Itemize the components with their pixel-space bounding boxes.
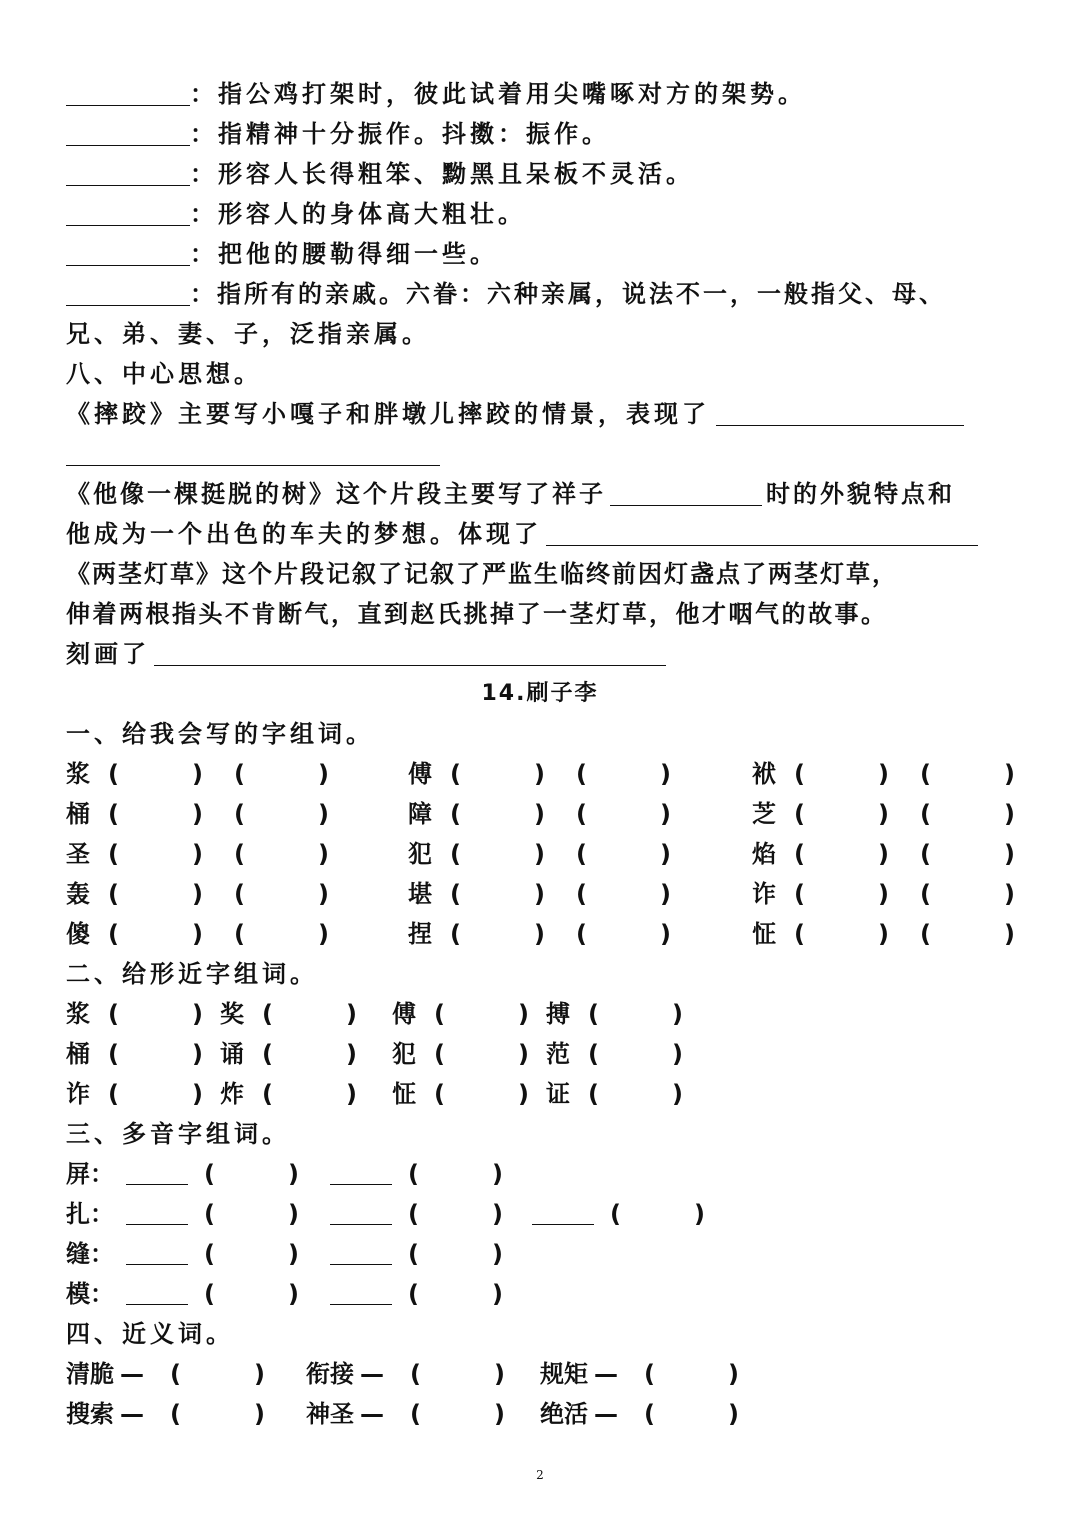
answer-bracket-open[interactable]: ( — [794, 760, 805, 788]
answer-bracket-open[interactable]: ( — [108, 920, 119, 948]
answer-bracket-open[interactable]: ( — [108, 880, 119, 908]
answer-bracket-open[interactable]: ( — [410, 1400, 421, 1428]
answer-bracket-close[interactable]: ) — [192, 920, 203, 948]
answer-blank[interactable] — [330, 1304, 392, 1305]
answer-bracket-open[interactable]: ( — [576, 920, 587, 948]
answer-bracket-close[interactable]: ) — [660, 760, 671, 788]
answer-blank[interactable] — [66, 281, 190, 306]
answer-bracket-close[interactable]: ) — [254, 1400, 265, 1428]
dash: — — [360, 1360, 384, 1388]
answer-bracket-close[interactable]: ) — [518, 1080, 529, 1108]
answer-bracket-open[interactable]: ( — [434, 1000, 445, 1028]
character: 诈 — [752, 880, 776, 908]
answer-bracket-close[interactable]: ) — [192, 840, 203, 868]
question-heading: 三、多音字组词。 — [66, 1120, 290, 1148]
answer-blank[interactable] — [546, 521, 978, 546]
answer-blank[interactable] — [66, 121, 190, 146]
synonym-word: 清脆 — [66, 1360, 114, 1388]
answer-bracket-close[interactable]: ) — [672, 1000, 683, 1028]
summary-paragraph-cont: 伸着两根指头不肯断气，直到赵氏挑掉了一茎灯草，他才咽气的故事。 — [66, 600, 888, 628]
answer-bracket-close[interactable]: ) — [534, 800, 545, 828]
answer-blank[interactable] — [532, 1224, 594, 1225]
dash: — — [360, 1400, 384, 1428]
answer-bracket-open[interactable]: ( — [588, 1000, 599, 1028]
answer-bracket-close[interactable]: ) — [288, 1240, 299, 1268]
answer-blank[interactable] — [126, 1224, 188, 1225]
character: 浆 — [66, 760, 90, 788]
character: 范 — [546, 1040, 570, 1068]
answer-bracket-open[interactable]: ( — [588, 1080, 599, 1108]
answer-bracket-open[interactable]: ( — [450, 920, 461, 948]
answer-bracket-open[interactable]: ( — [204, 1160, 215, 1188]
answer-bracket-close[interactable]: ) — [346, 1080, 357, 1108]
definition-line: ：指公鸡打架时，彼此试着用尖嘴啄对方的架势。 — [66, 78, 1026, 110]
answer-bracket-close[interactable]: ) — [494, 1400, 505, 1428]
answer-bracket-open[interactable]: ( — [794, 880, 805, 908]
character: 袱 — [752, 760, 776, 788]
answer-bracket-open[interactable]: ( — [408, 1240, 419, 1268]
answer-bracket-open[interactable]: ( — [204, 1200, 215, 1228]
lesson-title: 14.刷子李 — [481, 681, 599, 706]
section-heading: 八、中心思想。 — [66, 360, 262, 388]
answer-bracket-open[interactable]: ( — [434, 1040, 445, 1068]
answer-bracket-close[interactable]: ) — [660, 840, 671, 868]
answer-bracket-close[interactable]: ) — [192, 800, 203, 828]
character: 障 — [408, 800, 432, 828]
definition-continuation: 兄、弟、妻、子，泛指亲属。 — [66, 320, 430, 348]
answer-bracket-close[interactable]: ) — [1004, 800, 1015, 828]
answer-bracket-open[interactable]: ( — [450, 800, 461, 828]
answer-blank[interactable] — [66, 201, 190, 226]
character: 犯 — [392, 1040, 416, 1068]
answer-bracket-close[interactable]: ) — [288, 1280, 299, 1308]
summary-paragraph-cont — [66, 438, 1026, 470]
answer-bracket-open[interactable]: ( — [644, 1400, 655, 1428]
answer-bracket-open[interactable]: ( — [450, 880, 461, 908]
answer-bracket-open[interactable]: ( — [588, 1040, 599, 1068]
answer-bracket-close[interactable]: ) — [318, 840, 329, 868]
character: 诈 — [66, 1080, 90, 1108]
answer-bracket-close[interactable]: ) — [534, 880, 545, 908]
answer-bracket-close[interactable]: ) — [192, 1000, 203, 1028]
page-number: 2 — [536, 1468, 544, 1482]
answer-bracket-open[interactable]: ( — [576, 840, 587, 868]
answer-blank[interactable] — [126, 1304, 188, 1305]
answer-bracket-open[interactable]: ( — [610, 1200, 621, 1228]
polyphone-character: 屏： — [66, 1160, 114, 1188]
definition-line: ：指精神十分振作。抖擞：振作。 — [66, 118, 1026, 150]
answer-bracket-close[interactable]: ) — [1004, 840, 1015, 868]
answer-bracket-close[interactable]: ) — [660, 880, 671, 908]
answer-bracket-open[interactable]: ( — [108, 1080, 119, 1108]
answer-bracket-open[interactable]: ( — [204, 1280, 215, 1308]
answer-bracket-close[interactable]: ) — [254, 1360, 265, 1388]
answer-bracket-close[interactable]: ) — [878, 760, 889, 788]
summary-paragraph-cont: 他成为一个出色的车夫的梦想。体现了 — [66, 518, 1026, 550]
answer-bracket-close[interactable]: ) — [534, 760, 545, 788]
answer-bracket-close[interactable]: ) — [318, 920, 329, 948]
definition-line: ：指所有的亲戚。六眷：六种亲属，说法不一，一般指父、母、 — [66, 278, 1026, 310]
character: 证 — [546, 1080, 570, 1108]
answer-bracket-close[interactable]: ) — [492, 1200, 503, 1228]
answer-bracket-close[interactable]: ) — [1004, 880, 1015, 908]
answer-blank[interactable] — [66, 81, 190, 106]
dash: — — [120, 1360, 144, 1388]
dash: — — [594, 1360, 618, 1388]
answer-bracket-close[interactable]: ) — [534, 840, 545, 868]
answer-bracket-open[interactable]: ( — [920, 880, 931, 908]
answer-bracket-open[interactable]: ( — [576, 800, 587, 828]
answer-bracket-close[interactable]: ) — [494, 1360, 505, 1388]
character: 诵 — [220, 1040, 244, 1068]
answer-bracket-close[interactable]: ) — [288, 1160, 299, 1188]
character: 轰 — [66, 880, 90, 908]
answer-bracket-close[interactable]: ) — [878, 840, 889, 868]
answer-bracket-close[interactable]: ) — [728, 1360, 739, 1388]
polyphone-character: 缝： — [66, 1240, 114, 1268]
answer-bracket-close[interactable]: ) — [318, 880, 329, 908]
summary-paragraph-cont: 刻画了 — [66, 638, 1026, 670]
answer-bracket-close[interactable]: ) — [518, 1040, 529, 1068]
answer-bracket-open[interactable]: ( — [108, 800, 119, 828]
answer-bracket-open[interactable]: ( — [262, 1080, 273, 1108]
answer-bracket-open[interactable]: ( — [234, 880, 245, 908]
answer-bracket-open[interactable]: ( — [920, 920, 931, 948]
dash: — — [594, 1400, 618, 1428]
answer-blank[interactable] — [66, 161, 190, 186]
answer-bracket-close[interactable]: ) — [878, 880, 889, 908]
answer-blank[interactable] — [610, 481, 762, 506]
summary-paragraph: 《两茎灯草》这个片段记叙了记叙了严监生临终前因灯盏点了两茎灯草， — [66, 560, 898, 588]
answer-blank[interactable] — [330, 1264, 392, 1265]
answer-bracket-open[interactable]: ( — [408, 1160, 419, 1188]
answer-bracket-open[interactable]: ( — [234, 840, 245, 868]
answer-bracket-open[interactable]: ( — [794, 920, 805, 948]
answer-bracket-open[interactable]: ( — [170, 1400, 181, 1428]
answer-bracket-close[interactable]: ) — [192, 760, 203, 788]
answer-blank[interactable] — [154, 641, 666, 666]
answer-bracket-close[interactable]: ) — [534, 920, 545, 948]
answer-bracket-close[interactable]: ) — [672, 1080, 683, 1108]
answer-bracket-open[interactable]: ( — [576, 880, 587, 908]
question-heading: 一、给我会写的字组词。 — [66, 720, 374, 748]
answer-bracket-close[interactable]: ) — [1004, 920, 1015, 948]
answer-blank[interactable] — [330, 1184, 392, 1185]
character: 怔 — [752, 920, 776, 948]
answer-blank[interactable] — [126, 1264, 188, 1265]
answer-blank[interactable] — [66, 241, 190, 266]
answer-bracket-open[interactable]: ( — [410, 1360, 421, 1388]
character: 傅 — [408, 760, 432, 788]
answer-bracket-open[interactable]: ( — [576, 760, 587, 788]
answer-bracket-open[interactable]: ( — [408, 1200, 419, 1228]
definition-line: ：形容人的身体高大粗壮。 — [66, 198, 1026, 230]
summary-paragraph: 《摔跤》主要写小嘎子和胖墩儿摔跤的情景，表现了 — [66, 398, 1026, 430]
character: 犯 — [408, 840, 432, 868]
answer-bracket-close[interactable]: ) — [518, 1000, 529, 1028]
answer-bracket-open[interactable]: ( — [794, 840, 805, 868]
character: 怔 — [392, 1080, 416, 1108]
character: 圣 — [66, 840, 90, 868]
summary-paragraph: 《他像一棵挺脱的树》这个片段主要写了祥子 时的外貌特点和 — [66, 480, 955, 508]
answer-bracket-close[interactable]: ) — [492, 1160, 503, 1188]
answer-bracket-close[interactable]: ) — [878, 800, 889, 828]
answer-blank[interactable] — [126, 1184, 188, 1185]
answer-bracket-open[interactable]: ( — [234, 760, 245, 788]
definition-line: ：把他的腰勒得细一些。 — [66, 238, 1026, 270]
answer-bracket-close[interactable]: ) — [288, 1200, 299, 1228]
question-heading: 四、近义词。 — [66, 1320, 234, 1348]
answer-bracket-close[interactable]: ) — [346, 1040, 357, 1068]
answer-bracket-close[interactable]: ) — [192, 1040, 203, 1068]
answer-bracket-open[interactable]: ( — [108, 760, 119, 788]
character: 堪 — [408, 880, 432, 908]
answer-blank[interactable] — [330, 1224, 392, 1225]
character: 桶 — [66, 800, 90, 828]
character: 炸 — [220, 1080, 244, 1108]
synonym-word: 绝活 — [540, 1400, 588, 1428]
answer-bracket-open[interactable]: ( — [920, 800, 931, 828]
character: 捏 — [408, 920, 432, 948]
character: 傅 — [392, 1000, 416, 1028]
character: 芝 — [752, 800, 776, 828]
answer-bracket-open[interactable]: ( — [108, 1040, 119, 1068]
answer-bracket-open[interactable]: ( — [920, 840, 931, 868]
answer-bracket-close[interactable]: ) — [728, 1400, 739, 1428]
answer-bracket-open[interactable]: ( — [450, 840, 461, 868]
answer-blank[interactable] — [716, 401, 964, 426]
synonym-word: 搜索 — [66, 1400, 114, 1428]
answer-bracket-open[interactable]: ( — [234, 800, 245, 828]
answer-blank[interactable] — [66, 441, 440, 466]
character: 奖 — [220, 1000, 244, 1028]
answer-bracket-close[interactable]: ) — [492, 1240, 503, 1268]
dash: — — [120, 1400, 144, 1428]
synonym-word: 神圣 — [306, 1400, 354, 1428]
synonym-word: 规矩 — [540, 1360, 588, 1388]
answer-bracket-open[interactable]: ( — [234, 920, 245, 948]
question-heading: 二、给形近字组词。 — [66, 960, 318, 988]
answer-bracket-open[interactable]: ( — [204, 1240, 215, 1268]
answer-bracket-close[interactable]: ) — [672, 1040, 683, 1068]
answer-bracket-close[interactable]: ) — [878, 920, 889, 948]
answer-bracket-close[interactable]: ) — [694, 1200, 705, 1228]
answer-bracket-close[interactable]: ) — [318, 760, 329, 788]
answer-bracket-close[interactable]: ) — [1004, 760, 1015, 788]
answer-bracket-open[interactable]: ( — [408, 1280, 419, 1308]
answer-bracket-open[interactable]: ( — [170, 1360, 181, 1388]
character: 搏 — [546, 1000, 570, 1028]
answer-bracket-open[interactable]: ( — [794, 800, 805, 828]
character: 傻 — [66, 920, 90, 948]
answer-bracket-close[interactable]: ) — [492, 1280, 503, 1308]
answer-bracket-close[interactable]: ) — [192, 1080, 203, 1108]
answer-bracket-open[interactable]: ( — [108, 1000, 119, 1028]
synonym-word: 衔接 — [306, 1360, 354, 1388]
polyphone-character: 扎： — [66, 1200, 114, 1228]
answer-bracket-open[interactable]: ( — [108, 840, 119, 868]
answer-bracket-close[interactable]: ) — [660, 920, 671, 948]
answer-bracket-close[interactable]: ) — [318, 800, 329, 828]
answer-bracket-open[interactable]: ( — [450, 760, 461, 788]
answer-bracket-open[interactable]: ( — [434, 1080, 445, 1108]
answer-bracket-open[interactable]: ( — [920, 760, 931, 788]
polyphone-character: 模： — [66, 1280, 114, 1308]
character: 桶 — [66, 1040, 90, 1068]
answer-bracket-close[interactable]: ) — [192, 880, 203, 908]
answer-bracket-close[interactable]: ) — [660, 800, 671, 828]
character: 浆 — [66, 1000, 90, 1028]
character: 焰 — [752, 840, 776, 868]
answer-bracket-open[interactable]: ( — [262, 1040, 273, 1068]
answer-bracket-open[interactable]: ( — [262, 1000, 273, 1028]
definition-line: ：形容人长得粗笨、黝黑且呆板不灵活。 — [66, 158, 1026, 190]
answer-bracket-close[interactable]: ) — [346, 1000, 357, 1028]
answer-bracket-open[interactable]: ( — [644, 1360, 655, 1388]
